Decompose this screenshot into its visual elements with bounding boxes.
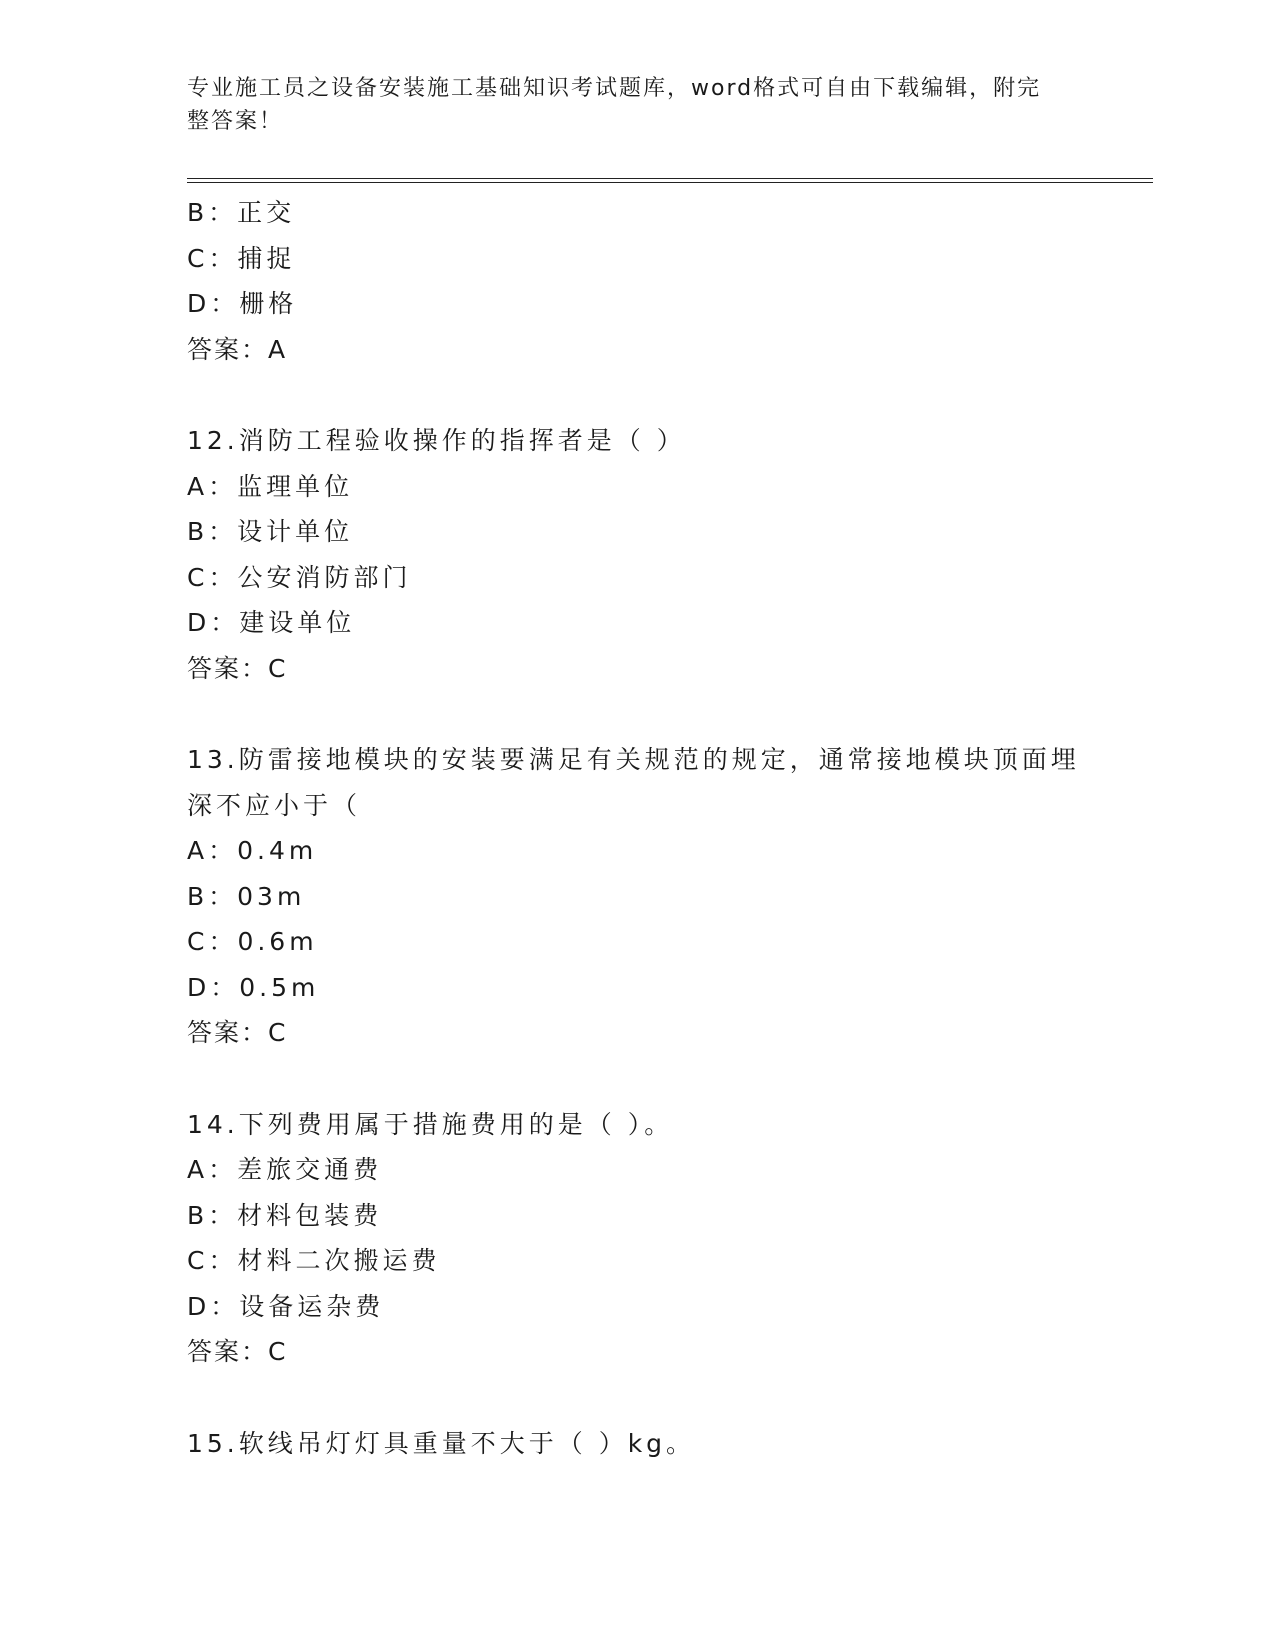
- option-d: D：0.5m: [187, 972, 320, 1002]
- option-b: B：材料包装费: [187, 1200, 383, 1230]
- option-d: D：建设单位: [187, 608, 356, 637]
- option-a: A：0.4m: [187, 836, 318, 865]
- option-d: D：栅格: [187, 289, 298, 318]
- spacer: [187, 372, 1087, 418]
- option-d: D：设备运杂费: [187, 1291, 385, 1321]
- answer: 答案：C: [187, 653, 288, 683]
- option-c: C：捕捉: [187, 243, 296, 273]
- question-stem: 12.消防工程验收操作的指挥者是（ ）: [187, 426, 686, 455]
- question-stem-line-1: 13.防雷接地模块的安装要满足有关规范的规定，通常接地模块顶面埋: [187, 745, 1080, 774]
- question-list: [187, 190, 1087, 1466]
- option-b: B：03m: [187, 881, 306, 911]
- header-divider-bottom: [187, 182, 1153, 183]
- spacer: [187, 1056, 1087, 1102]
- option-c: C：材料二次搬运费: [187, 1246, 441, 1275]
- answer: 答案：A: [187, 334, 288, 364]
- question-11-tail: [187, 190, 1087, 372]
- question-stem-line-2: 深不应小于（: [187, 790, 362, 820]
- spacer: [187, 691, 1087, 737]
- page-header: [187, 72, 1067, 138]
- header-line-1: 专业施工员之设备安装施工基础知识考试题库，word格式可自由下载编辑，附完: [187, 76, 1042, 101]
- question-15: [187, 1421, 1087, 1467]
- option-b: B：正交: [187, 198, 296, 227]
- question-stem: 15.软线吊灯灯具重量不大于（ ）kg。: [187, 1428, 696, 1458]
- question-13: [187, 737, 1087, 1056]
- option-c: C：0.6m: [187, 927, 318, 956]
- question-12: [187, 418, 1087, 691]
- spacer: [187, 1375, 1087, 1421]
- answer: 答案：C: [187, 1018, 288, 1047]
- option-c: C：公安消防部门: [187, 562, 412, 592]
- answer: 答案：C: [187, 1337, 288, 1366]
- question-14: [187, 1102, 1087, 1375]
- option-b: B：设计单位: [187, 517, 354, 546]
- option-a: A：差旅交通费: [187, 1155, 383, 1184]
- header-line-2: 整答案！: [187, 109, 284, 134]
- question-stem: 14.下列费用属于措施费用的是（ ）。: [187, 1109, 674, 1139]
- header-divider-top: [187, 178, 1153, 179]
- option-a: A：监理单位: [187, 471, 354, 501]
